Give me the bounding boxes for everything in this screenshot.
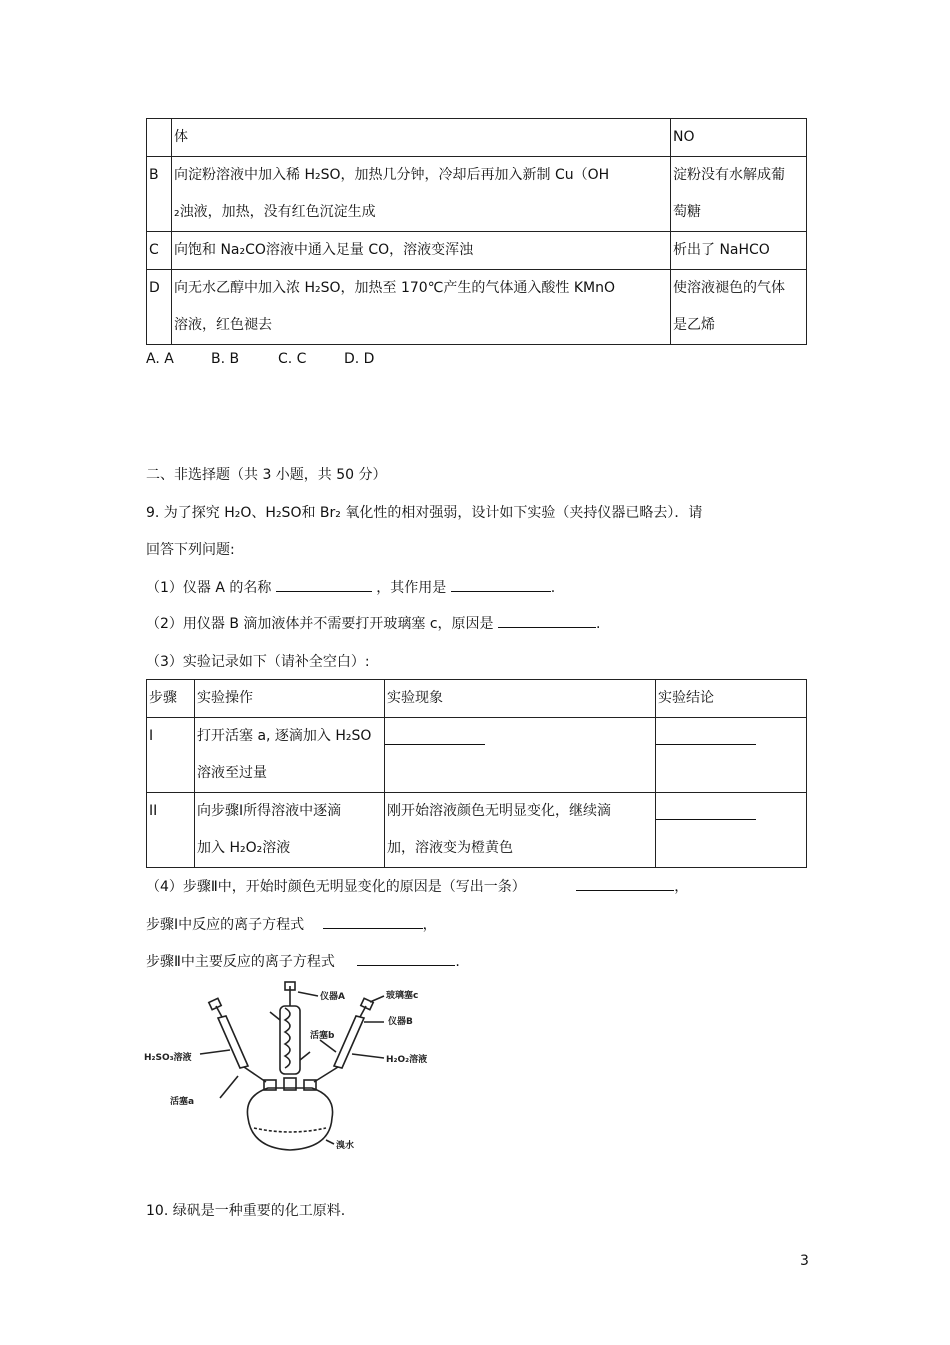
table-row [147, 232, 807, 270]
table-row [147, 793, 807, 868]
q9-part4: （4）步骤Ⅱ中，开始时颜色无明显变化的原因是（写出一条） ， [146, 876, 688, 896]
q9-part1: （1）仪器 A 的名称 ，其作用是 . [146, 577, 555, 597]
label-instrument-a: 仪器A [320, 992, 345, 1002]
q9-intro-line2: 回答下列问题: [146, 542, 235, 558]
phenomenon-cell [385, 718, 656, 793]
section-heading: 二、非选择题（共 3 小题，共 50 分） [146, 467, 387, 483]
option-c: C. C [278, 351, 307, 367]
operation-cell: 向步骤Ⅰ所得溶液中逐滴 加入 H₂O₂溶液 [195, 793, 385, 868]
condenser-coil [285, 1008, 290, 1068]
left-funnel [218, 1016, 248, 1068]
row-label: D [147, 270, 172, 345]
table-row [147, 718, 807, 793]
row-conclusion: 淀粉没有水解成葡 萄糖 [671, 157, 807, 232]
phenomenon-cell: 刚开始溶液颜色无明显变化，继续滴 加，溶液变为橙黄色 [385, 793, 656, 868]
table-row [147, 270, 807, 345]
question8-table [146, 118, 807, 345]
label-instrument-b: 仪器B [388, 1017, 413, 1027]
conclusion-cell [656, 793, 807, 868]
round-flask [247, 1088, 332, 1150]
answer-blank[interactable] [451, 577, 551, 592]
step-cell: I [147, 718, 195, 793]
label-stopcock-b: 活塞b [310, 1031, 335, 1041]
step-cell: II [147, 793, 195, 868]
answer-blank[interactable] [656, 743, 756, 745]
row-label: B [147, 157, 172, 232]
header-step: 步骤 [147, 680, 195, 718]
experiment-table [146, 679, 807, 868]
label-h2so3: H₂SO₃溶液 [144, 1053, 192, 1063]
row-conclusion: 析出了 NaHCO [671, 232, 807, 270]
header-phenomenon: 实验现象 [385, 680, 656, 718]
header-conclusion: 实验结论 [656, 680, 807, 718]
answer-blank[interactable] [357, 951, 455, 966]
answer-blank[interactable] [576, 876, 674, 891]
label-stopper-c: 玻璃塞c [386, 991, 419, 1001]
answer-blank[interactable] [276, 577, 372, 592]
row-content: 向饱和 Na₂CO溶液中通入足量 CO，溶液变浑浊 [172, 232, 671, 270]
label-stopcock-a: 活塞a [170, 1097, 195, 1107]
row-conclusion: NO [671, 119, 807, 157]
page-number: 3 [800, 1253, 809, 1269]
label-h2o2: H₂O₂溶液 [386, 1055, 428, 1065]
q9-equation1: 步骤Ⅰ中反应的离子方程式 ， [146, 914, 437, 934]
row-content: 向无水乙醇中加入浓 H₂SO，加热至 170℃产生的气体通入酸性 KMnO 溶液，红色褪去 [172, 270, 671, 345]
row-content: 体 [172, 119, 671, 157]
q9-intro-line1: 9. 为了探究 H₂O、H₂SO和 Br₂ 氧化性的相对强弱，设计如下实验（夹持仪器已略去）．请 [146, 505, 703, 521]
answer-blank[interactable] [385, 743, 485, 745]
q10-text: 10. 绿矾是一种重要的化工原料. [146, 1203, 346, 1219]
operation-cell: 打开活塞 a, 逐滴加入 H₂SO 溶液至过量 [195, 718, 385, 793]
answer-blank[interactable] [656, 818, 756, 820]
label-bromine-water: 溴水 [336, 1141, 355, 1151]
table-header-row [147, 680, 807, 718]
answer-blank[interactable] [323, 914, 423, 929]
q9-part3: （3）实验记录如下（请补全空白）: [146, 654, 370, 670]
apparatus-diagram [140, 978, 440, 1153]
table-row [147, 119, 807, 157]
row-content: 向淀粉溶液中加入稀 H₂SO，加热几分钟，冷却后再加入新制 Cu（OH ₂浊液，加热，没有红色沉淀生成 [172, 157, 671, 232]
option-d: D. D [344, 351, 375, 367]
row-label [147, 119, 172, 157]
option-a: A. A [146, 351, 174, 367]
q9-part2: （2）用仪器 B 滴加液体并不需要打开玻璃塞 c，原因是 . [146, 613, 600, 633]
q9-equation2: 步骤Ⅱ中主要反应的离子方程式 . [146, 951, 460, 971]
row-conclusion: 使溶液褪色的气体 是乙烯 [671, 270, 807, 345]
header-operation: 实验操作 [195, 680, 385, 718]
table-row [147, 157, 807, 232]
option-b: B. B [211, 351, 240, 367]
conclusion-cell [656, 718, 807, 793]
row-label: C [147, 232, 172, 270]
right-funnel-b [334, 1016, 364, 1068]
answer-blank[interactable] [498, 613, 596, 628]
